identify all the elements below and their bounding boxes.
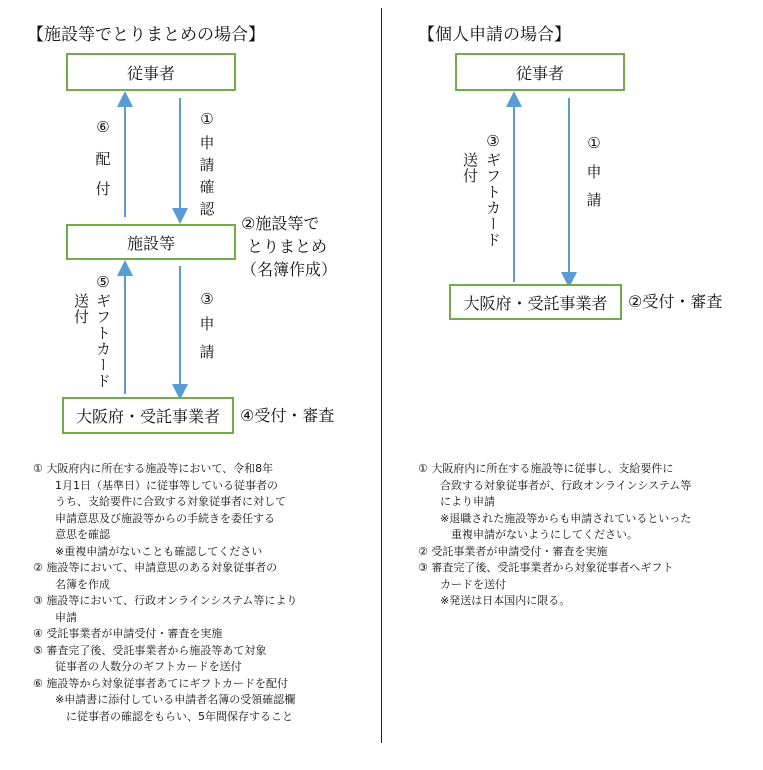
right-note-line: ① 大阪府内に所在する施設等に従事し、支給要件に xyxy=(418,462,674,475)
left-notes xyxy=(33,461,297,725)
step3-number: ③ xyxy=(200,290,214,308)
right-note-line: ② 受託事業者が申請受付・審査を実施 xyxy=(418,544,608,558)
box-employee: 従事者 xyxy=(66,53,236,91)
step6-number: ⑥ xyxy=(96,118,110,136)
right-note-line: ※退職された施設等からも申請されているといった xyxy=(418,511,692,525)
step2-line-1: ②施設等で xyxy=(241,214,320,233)
left-note-line: ⑥ 施設等から対象従事者あてにギフトカードを配付 xyxy=(33,676,289,690)
box-employee-individual: 従事者 xyxy=(455,53,625,91)
left-note-line: 1月1日（基準日）に従事等している従事者の xyxy=(33,478,278,492)
right-heading: 【個人申請の場合】 xyxy=(418,25,571,45)
step2-line-3: （名簿作成） xyxy=(241,260,338,279)
step1-number: ① xyxy=(200,110,214,128)
step2-line-2: とりまとめ xyxy=(247,237,328,256)
right-step3-label-2: 送付 xyxy=(461,152,479,184)
right-step3-number: ③ xyxy=(486,132,500,150)
left-note-line: 従事者の人数分のギフトカードを送付 xyxy=(33,660,242,673)
left-note-line: ③ 施設等において、行政オンラインシステム等により xyxy=(33,594,298,607)
box-osaka-individual: 大阪府・受託事業者 xyxy=(449,284,622,320)
right-note-line: カードを送付 xyxy=(418,577,506,591)
left-note-line: 意思を確認 xyxy=(33,528,110,541)
right-step1-number: ① xyxy=(587,134,601,152)
left-note-line: ⑤ 審査完了後、受託事業者から施設等あて対象 xyxy=(33,643,267,657)
left-note-line: ※重複申請がないことも確認してください xyxy=(33,544,263,558)
right-note-line: 合致する対象従事者が、行政オンラインシステム等 xyxy=(418,478,692,492)
step1-label: 申請確認 xyxy=(199,134,215,218)
step3-label: 申請 xyxy=(199,315,215,361)
right-step1-label: 申請 xyxy=(586,163,602,209)
step5-label: ギフトカード xyxy=(94,293,112,389)
left-note-line: 申請意思及び施設等からの手続きを委任する xyxy=(33,511,275,525)
right-step2-label: ②受付・審査 xyxy=(628,292,723,311)
step2-label xyxy=(241,212,337,281)
left-note-line: うち、支給要件に合致する対象従事者に対して xyxy=(33,495,286,508)
right-step3-label: ギフトカード xyxy=(484,152,502,248)
step4-label: ④受付・審査 xyxy=(240,406,335,425)
left-note-line: ① 大阪府内に所在する施設等において、令和8年 xyxy=(33,462,274,475)
left-note-line: 申請 xyxy=(33,610,77,624)
right-note-line: ③ 審査完了後、受託事業者から対象従事者へギフト xyxy=(418,561,674,574)
right-note-line: 重複申請がないようにしてください。 xyxy=(418,528,638,541)
left-note-line: に従事者の確認をもらい、5年間保存すること xyxy=(33,709,293,723)
step5-number: ⑤ xyxy=(96,273,110,291)
left-note-line: ※申請書に添付している申請者名簿の受領確認欄 xyxy=(33,693,296,706)
box-osaka: 大阪府・受託事業者 xyxy=(62,397,234,434)
right-note-line: により申請 xyxy=(418,495,495,508)
left-note-line: 名簿を作成 xyxy=(33,577,110,591)
box-facility: 施設等 xyxy=(66,224,236,260)
step6-label: 配付 xyxy=(95,150,111,198)
left-note-line: ④ 受託事業者が申請受付・審査を実施 xyxy=(33,627,223,640)
left-note-line: ② 施設等において、申請意思のある対象従事者の xyxy=(33,561,278,574)
left-heading: 【施設等でとりまとめの場合】 xyxy=(27,25,265,45)
right-note-line: ※発送は日本国内に限る。 xyxy=(418,594,571,607)
right-notes xyxy=(418,461,691,610)
step5-label-2: 送付 xyxy=(72,293,90,325)
